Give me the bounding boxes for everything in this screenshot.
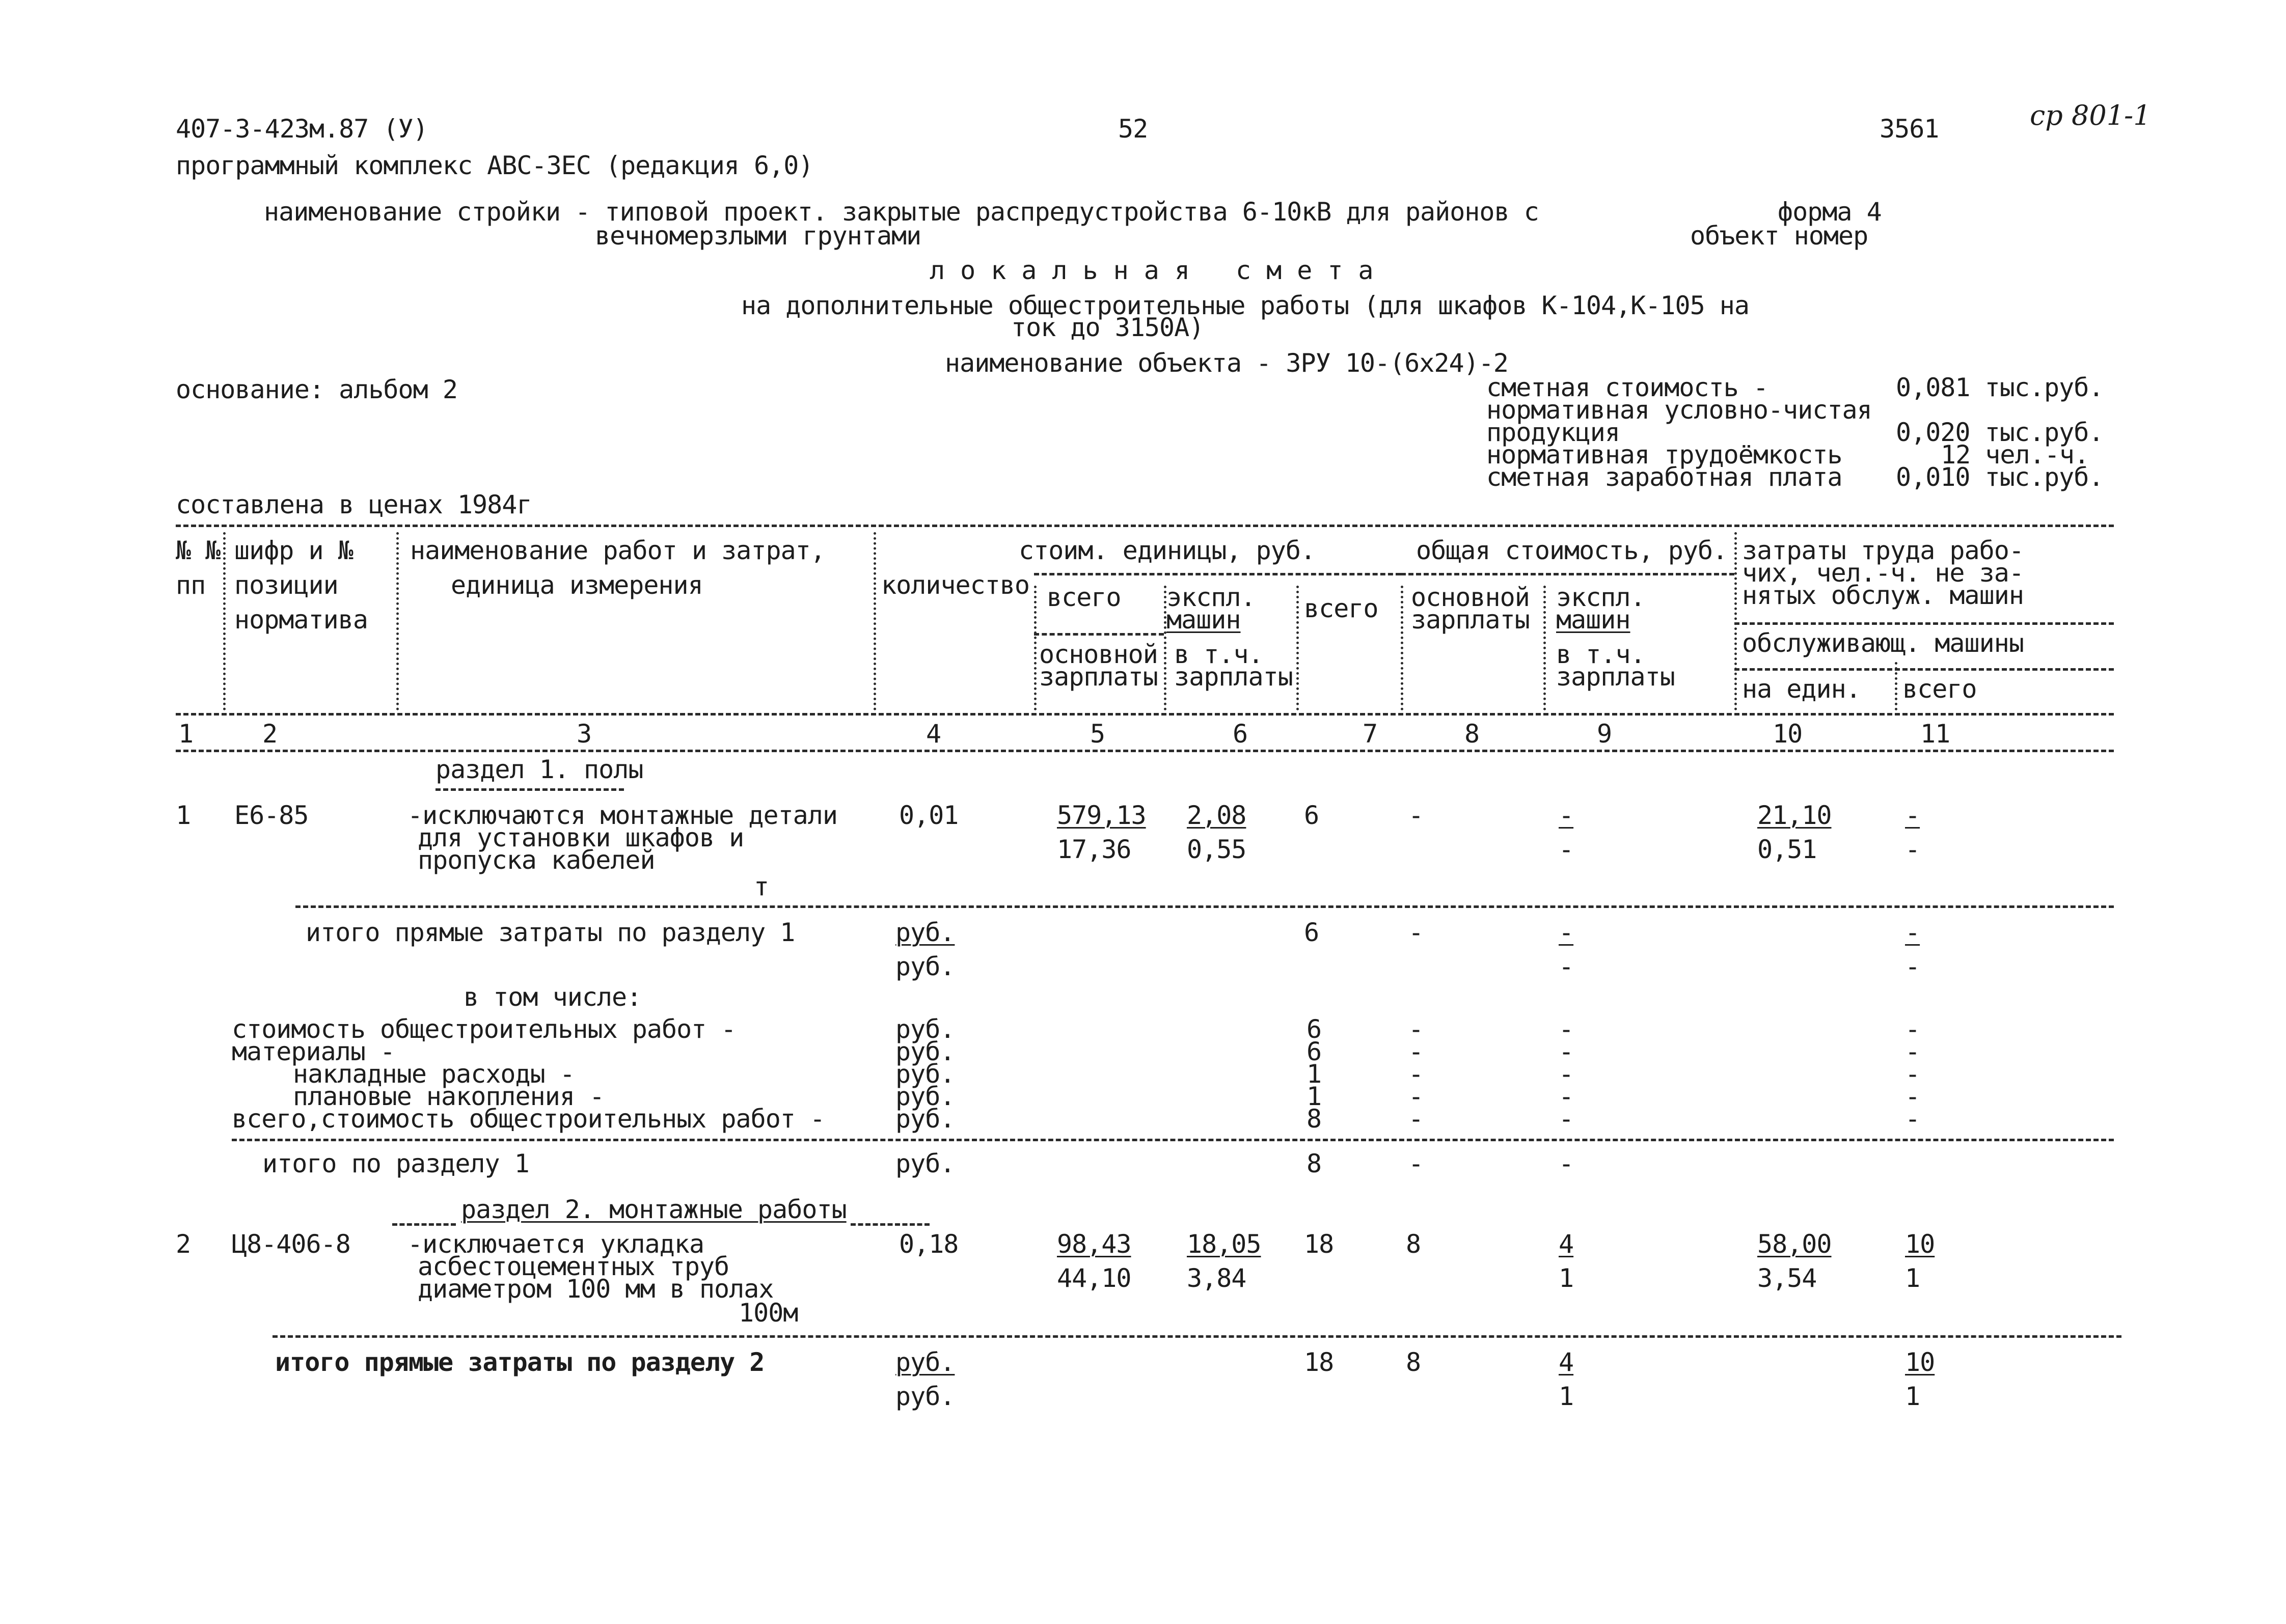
row-number: 2 <box>176 1229 191 1259</box>
row-unit-cost-wage: 44,10 <box>1057 1263 1131 1293</box>
program-line: программный комплекс АВС-3ЕС (редакция 6,0) <box>176 151 813 180</box>
breakdown-rub: руб. <box>895 1059 955 1089</box>
col-number: 1 <box>178 719 194 749</box>
document-code: 407-3-423м.87 (У) <box>176 114 428 144</box>
subtitle-line-1: на дополнительные общестроительные работы (для шкафов К-104,К-105 на <box>741 291 1749 320</box>
labor-header-2: чих, чел.-ч. не за- <box>1742 558 2024 588</box>
row-code: Ц8-406-8 <box>232 1229 350 1259</box>
breakdown-rub: руб. <box>895 1104 955 1134</box>
breakdown-wage: - <box>1408 1059 1424 1089</box>
row-rule <box>295 905 2114 908</box>
labor-header-4: обслуживающ. машины <box>1742 628 2024 658</box>
labor-header: затраты труда рабо- <box>1742 536 2024 565</box>
construction-line-2: вечномерзлыми грунтами <box>595 221 921 251</box>
direct-costs-machine: 4 <box>1559 1347 1574 1377</box>
col9-header-3: в т.ч. <box>1556 640 1645 669</box>
breakdown-label: материалы - <box>232 1037 395 1066</box>
col-code-header-2: позиции <box>234 570 338 600</box>
object-name: наименование объекта - ЗРУ 10-(6х24)-2 <box>945 348 1508 378</box>
direct-costs-wage: - <box>1408 918 1424 947</box>
breakdown-machine: - <box>1559 1104 1574 1134</box>
section-2-title: раздел 2. монтажные работы <box>461 1195 847 1224</box>
breakdown-total: 1 <box>1307 1082 1322 1111</box>
direct-costs-labor: 10 <box>1905 1347 1935 1377</box>
row-labor-total-2: 1 <box>1905 1263 1920 1293</box>
breakdown-label: накладные расходы - <box>293 1059 575 1089</box>
row-unit-cost-wage: 17,36 <box>1057 835 1131 864</box>
row-total: 6 <box>1304 801 1319 830</box>
page-number: 52 <box>1118 114 1148 144</box>
section-2-title-rule-left <box>392 1223 456 1226</box>
col-number: 10 <box>1773 719 1803 749</box>
row-labor-total: 10 <box>1905 1229 1935 1259</box>
direct-costs-label: итого прямые затраты по разделу 2 <box>275 1347 765 1377</box>
direct-costs-machine-2: 1 <box>1559 1382 1574 1411</box>
row-name-line-2: асбестоцементных труб <box>418 1252 729 1281</box>
prices-label: составлена в ценах 1984г <box>176 490 532 519</box>
handwritten-note: ср 801-1 <box>2030 99 2151 131</box>
labor-rule-2 <box>1734 668 2114 671</box>
net-product-label-2: продукция <box>1486 418 1620 447</box>
breakdown-total: 6 <box>1307 1014 1322 1044</box>
col-separator <box>1734 532 1737 710</box>
col5-split-rule <box>1034 633 1164 636</box>
col-number: 8 <box>1464 719 1480 749</box>
direct-costs-labor: - <box>1905 918 1920 947</box>
total-cost-header: общая стоимость, руб. <box>1416 536 1728 565</box>
col-number: 2 <box>262 719 278 749</box>
direct-costs-total: 6 <box>1304 918 1319 947</box>
header-bottom-rule <box>176 713 2114 715</box>
col-separator <box>1401 586 1403 710</box>
row-unit-cost-total: 579,13 <box>1057 801 1146 830</box>
header-top-rule <box>176 525 2114 527</box>
col-num-header-2: пп <box>176 570 206 600</box>
row-quantity: 0,18 <box>899 1229 959 1259</box>
labor-label: нормативная трудоёмкость <box>1486 440 1842 470</box>
col11-header: всего <box>1902 674 1977 704</box>
column-number-rule <box>176 750 2114 752</box>
col-separator <box>1034 586 1037 710</box>
col-separator <box>396 532 399 710</box>
row-total-machine-wage: - <box>1559 835 1574 864</box>
col6-header: экспл. <box>1166 583 1256 612</box>
basis-label: основание: альбом 2 <box>176 375 457 404</box>
breakdown-labor: - <box>1905 1059 1920 1089</box>
row-total: 18 <box>1304 1229 1334 1259</box>
direct-costs-rub-2: руб. <box>895 1382 955 1411</box>
breakdown-machine: - <box>1559 1014 1574 1044</box>
row-rule <box>273 1335 2121 1338</box>
breakdown-total: 6 <box>1307 1037 1322 1066</box>
row-quantity: 0,01 <box>899 801 959 830</box>
direct-costs-total: 18 <box>1304 1347 1334 1377</box>
breakdown-labor: - <box>1905 1104 1920 1134</box>
section-1-total-rub: руб. <box>895 1149 955 1178</box>
col8-header: основной <box>1411 583 1530 612</box>
row-total-wage: 8 <box>1406 1229 1421 1259</box>
col-separator <box>223 532 226 710</box>
object-number-label: объект номер <box>1690 221 1868 251</box>
labor-value: 12 чел.-ч. <box>1941 440 2089 470</box>
section-1-total-label: итого по разделу 1 <box>262 1149 529 1178</box>
breakdown-rule <box>232 1139 2114 1141</box>
direct-costs-wage: 8 <box>1406 1347 1421 1377</box>
breakdown-labor: - <box>1905 1014 1920 1044</box>
col9-header-2: машин <box>1556 605 1630 635</box>
col7-header: всего <box>1304 594 1378 623</box>
section-1-total-machine: - <box>1559 1149 1574 1178</box>
wage-value: 0,010 тыс.руб. <box>1896 462 2104 492</box>
col-separator <box>1543 586 1546 710</box>
col-number: 9 <box>1597 719 1612 749</box>
row-labor-total-2: - <box>1905 835 1920 864</box>
form-label: форма 4 <box>1778 197 1882 227</box>
row-name-line-1: -исключаются монтажные детали <box>407 801 837 830</box>
construction-line-1: наименование стройки - типовой проект. закрытые распредустройства 6-10кВ для районов с <box>264 197 1539 227</box>
col6-header-4: зарплаты <box>1174 662 1293 692</box>
row-total-machine: 4 <box>1559 1229 1574 1259</box>
row-total-machine-wage: 1 <box>1559 1263 1574 1293</box>
col6-header-3: в т.ч. <box>1174 640 1263 669</box>
breakdown-label: стоимость общестроительных работ - <box>232 1014 736 1044</box>
including-label: в том числе: <box>464 982 642 1012</box>
row-labor-per-unit: 21,10 <box>1757 801 1832 830</box>
unit-cost-rule <box>1034 573 1401 575</box>
total-cost-rule <box>1401 573 1734 575</box>
col5-header-3: зарплаты <box>1039 662 1158 692</box>
labor-rule <box>1734 622 2114 625</box>
row-code: Е6-85 <box>234 801 309 830</box>
col-number: 4 <box>926 719 941 749</box>
col5-header: всего <box>1047 583 1121 612</box>
breakdown-total: 1 <box>1307 1059 1322 1089</box>
row-total-wage: - <box>1408 801 1424 830</box>
col5-header-2: основной <box>1039 640 1158 669</box>
breakdown-labor: - <box>1905 1082 1920 1111</box>
unit-cost-header: стоим. единицы, руб. <box>1019 536 1316 565</box>
breakdown-label: всего,стоимость общестроительных работ - <box>232 1104 825 1134</box>
direct-costs-machine: - <box>1559 918 1574 947</box>
direct-costs-machine-2: - <box>1559 952 1574 981</box>
row-unit-machine-wage: 3,84 <box>1187 1263 1246 1293</box>
wage-label: сметная заработная плата <box>1486 462 1842 492</box>
breakdown-wage: - <box>1408 1104 1424 1134</box>
row-labor-per-unit-2: 3,54 <box>1757 1263 1817 1293</box>
direct-costs-labor-2: - <box>1905 952 1920 981</box>
col-number: 3 <box>577 719 592 749</box>
row-unit-machine-wage: 0,55 <box>1187 835 1246 864</box>
direct-costs-rub-2: руб. <box>895 952 955 981</box>
breakdown-rub: руб. <box>895 1037 955 1066</box>
breakdown-wage: - <box>1408 1037 1424 1066</box>
col-number: 5 <box>1090 719 1105 749</box>
col9-header: экспл. <box>1556 583 1645 612</box>
section-1-total: 8 <box>1307 1149 1322 1178</box>
row-unit-machine: 2,08 <box>1187 801 1246 830</box>
col8-header-2: зарплаты <box>1411 605 1530 635</box>
col-code-header: шифр и № <box>234 536 353 565</box>
direct-costs-labor-2: 1 <box>1905 1382 1920 1411</box>
row-number: 1 <box>176 801 191 830</box>
direct-costs-rub: руб. <box>895 1347 955 1377</box>
row-labor-per-unit: 58,00 <box>1757 1229 1832 1259</box>
col10-header: на един. <box>1742 674 1861 704</box>
row-name-line-1: -исключается укладка <box>407 1229 704 1259</box>
row-unit-machine: 18,05 <box>1187 1229 1261 1259</box>
breakdown-machine: - <box>1559 1037 1574 1066</box>
col9-header-4: зарплаты <box>1556 662 1675 692</box>
row-unit-cost-total: 98,43 <box>1057 1229 1131 1259</box>
row-labor-per-unit-2: 0,51 <box>1757 835 1817 864</box>
subtitle-line-2: ток до 3150А) <box>1011 313 1204 342</box>
breakdown-wage: - <box>1408 1014 1424 1044</box>
breakdown-machine: - <box>1559 1059 1574 1089</box>
row-name-line-3: диаметром 100 мм в полах <box>418 1274 774 1304</box>
document-title: локальная смета <box>930 256 1389 285</box>
col-qty-header: количество <box>881 570 1030 600</box>
col-name-header: наименование работ и затрат, <box>410 536 825 565</box>
section-1-title-rule <box>436 788 624 791</box>
col-separator <box>1296 586 1299 710</box>
estimated-cost-label: сметная стоимость - <box>1486 373 1768 402</box>
row-name-line-3: пропуска кабелей <box>418 845 655 875</box>
col-num-header: № № <box>176 536 221 565</box>
col-number: 6 <box>1233 719 1248 749</box>
net-product-label-1: нормативная условно-чистая <box>1486 395 1872 425</box>
sheet-code: 3561 <box>1880 114 1939 144</box>
breakdown-label: плановые накопления - <box>293 1082 605 1111</box>
col-name-header-2: единица измерения <box>451 570 703 600</box>
section-2-title-rule-right <box>851 1223 930 1226</box>
row-unit: т <box>754 872 769 901</box>
estimated-cost-value: 0,081 тыс.руб. <box>1896 373 2104 402</box>
breakdown-machine: - <box>1559 1082 1574 1111</box>
breakdown-labor: - <box>1905 1037 1920 1066</box>
breakdown-total: 8 <box>1307 1104 1322 1134</box>
col-separator <box>874 532 876 710</box>
row-labor-total: - <box>1905 801 1920 830</box>
breakdown-rub: руб. <box>895 1082 955 1111</box>
breakdown-rub: руб. <box>895 1014 955 1044</box>
row-name-line-2: для установки шкафов и <box>418 823 744 852</box>
row-unit: 100м <box>739 1298 798 1328</box>
col-number: 7 <box>1363 719 1378 749</box>
breakdown-wage: - <box>1408 1082 1424 1111</box>
section-1-total-wage: - <box>1408 1149 1424 1178</box>
col-code-header-3: норматива <box>234 605 368 635</box>
direct-costs-label: итого прямые затраты по разделу 1 <box>306 918 795 947</box>
net-product-value: 0,020 тыс.руб. <box>1896 418 2104 447</box>
direct-costs-rub: руб. <box>895 918 955 947</box>
col6-header-2: машин <box>1166 605 1241 635</box>
col-number: 11 <box>1920 719 1950 749</box>
row-total-machine: - <box>1559 801 1574 830</box>
labor-header-3: нятых обслуж. машин <box>1742 581 2024 610</box>
section-1-title: раздел 1. полы <box>436 755 643 784</box>
